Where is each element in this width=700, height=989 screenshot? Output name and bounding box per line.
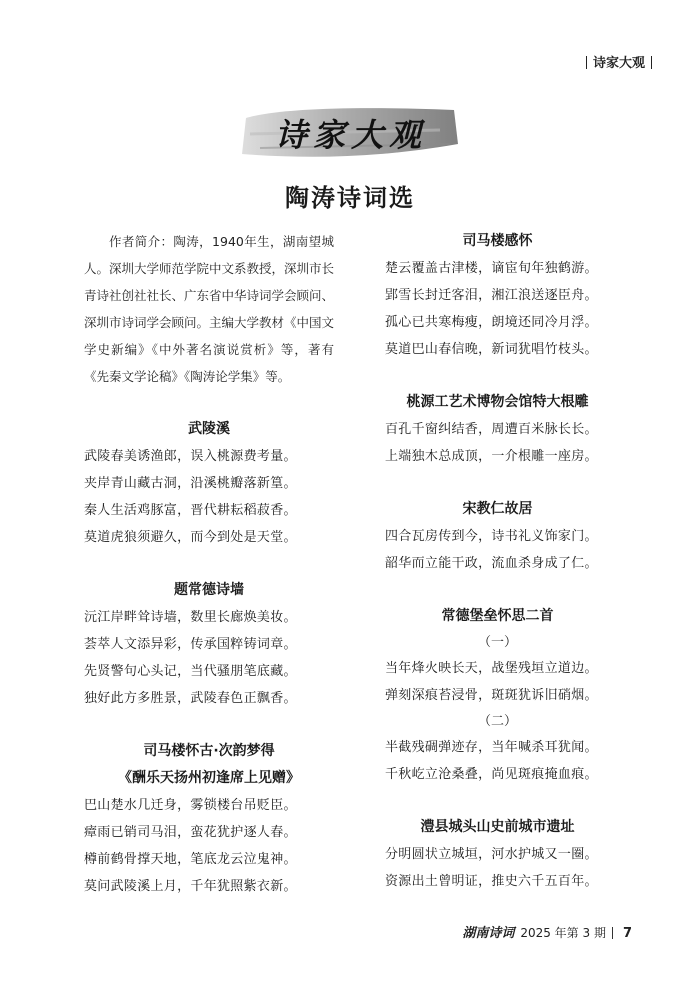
page-title: 陶涛诗词选 (285, 184, 415, 212)
poem-title: 桃源工艺术博物会馆特大根雕 (406, 394, 589, 410)
divider (612, 927, 613, 939)
poem-subtitle: 《酬乐天扬州初逢席上见赠》 (118, 770, 300, 786)
poem-line: 莫道虎狼须避久，而今到处是天堂。 (84, 530, 297, 545)
journal-logo: 湖南诗词 (462, 926, 515, 941)
poem-line: 先贤警句心头记，当代骚朋笔底藏。 (84, 664, 297, 679)
poem-block (84, 577, 334, 712)
poem-block (84, 416, 334, 551)
right-column (385, 228, 610, 895)
poem-line: 弹刻深痕苔浸骨，斑斑犹诉旧硝烟。 (385, 688, 598, 703)
poem-line: 沅江岸畔耸诗墙，数里长廊焕美妆。 (84, 610, 297, 625)
author-bio: 作者简介：陶涛，1940年生，湖南望城人。深圳大学师范学院中文系教授，深圳市长青诗社创社社长、广东省中华诗词学会顾问、深圳市诗词学会顾问。主编大学教材《中国文学史新编》《中外著名演说赏析》等，著有《先秦文学论稿》《陶涛论学集》等。 (84, 234, 335, 384)
poem-line: 秦人生活鸡豚富，晋代耕耘稻菽香。 (84, 503, 297, 518)
section-label: 诗家大观 (592, 56, 645, 71)
left-column (84, 228, 334, 900)
poem-line: 百孔千窗纠结香，周遭百米脉长长。 (385, 422, 598, 437)
poem-title: 澧县城头山史前城市遗址 (420, 819, 575, 835)
banner-text: 诗家大观 (274, 116, 427, 154)
poem-line: 孤心已共寒梅瘦，朗境还同冷月浮。 (385, 315, 598, 330)
poem-title: 武陵溪 (188, 421, 230, 437)
section-tag (580, 52, 658, 71)
poem-title: 司马楼怀古·次韵梦得 (143, 743, 275, 759)
poem-line: 夹岸青山藏古洞，沿溪桃瓣落新篁。 (84, 476, 297, 491)
poem-line: 资源出土曾明证，推史六千五百年。 (385, 874, 598, 889)
poem-block (385, 603, 610, 788)
poem-line: 荟萃人文添异彩，传承国粹铸词章。 (84, 637, 297, 652)
poem-block (385, 814, 610, 895)
poem-line: 分明圆状立城垣，河水护城又一圈。 (385, 847, 598, 862)
poem-block (84, 738, 334, 900)
poem-line: 半截残碉弹迹存，当年喊杀耳犹闻。 (385, 740, 598, 755)
poem-line: 楚云覆盖古津楼，谪宦旬年独鹤游。 (385, 261, 598, 276)
poem-line: 莫问武陵溪上月，千年犹照紫衣新。 (84, 879, 297, 894)
poem-block (385, 389, 610, 470)
page-number: 7 (622, 926, 632, 941)
poem-part-label: （一） (477, 635, 517, 650)
poem-title: 题常德诗墙 (174, 582, 244, 598)
poem-title: 司马楼感怀 (462, 233, 533, 249)
poem-line: 瘴雨已销司马泪，蛮花犹护逐人春。 (84, 825, 297, 840)
poem-part-label: （二） (477, 714, 517, 729)
right-poems (385, 228, 610, 895)
poem-line: 郢雪长封迁客泪，湘江浪送逐臣舟。 (385, 288, 598, 303)
page-footer (462, 922, 632, 941)
section-banner (240, 104, 462, 162)
poem-title: 常德堡垒怀思二首 (441, 608, 554, 624)
poem-block (385, 496, 610, 577)
poem-line: 千秋屹立沧桑叠，尚见斑痕掩血痕。 (385, 767, 598, 782)
poem-line: 莫道巴山春信晚，新词犹唱竹枝头。 (385, 342, 598, 357)
left-poems (84, 416, 334, 900)
poem-line: 独好此方多胜景，武陵春色正飘香。 (84, 691, 297, 706)
poem-line: 上端独木总成顶，一介根雕一座房。 (385, 449, 598, 464)
poem-line: 四合瓦房传到今，诗书礼义饰家门。 (385, 529, 598, 544)
poem-title: 宋教仁故居 (462, 501, 533, 517)
poem-line: 韶华而立能干政，流血杀身成了仁。 (385, 556, 598, 571)
poem-line: 樽前鹤骨撑天地，笔底龙云泣鬼神。 (84, 852, 297, 867)
divider (586, 56, 587, 69)
divider (651, 56, 652, 69)
poem-line: 当年烽火映长天，战堡残垣立道边。 (385, 661, 598, 676)
poem-line: 巴山楚水几迁身，雾锁楼台吊贬臣。 (84, 798, 297, 813)
poem-line: 武陵春美诱渔郎，误入桃源费考量。 (84, 449, 297, 464)
issue-label: 2025 年第 3 期 (520, 926, 606, 940)
poem-block (385, 228, 610, 363)
